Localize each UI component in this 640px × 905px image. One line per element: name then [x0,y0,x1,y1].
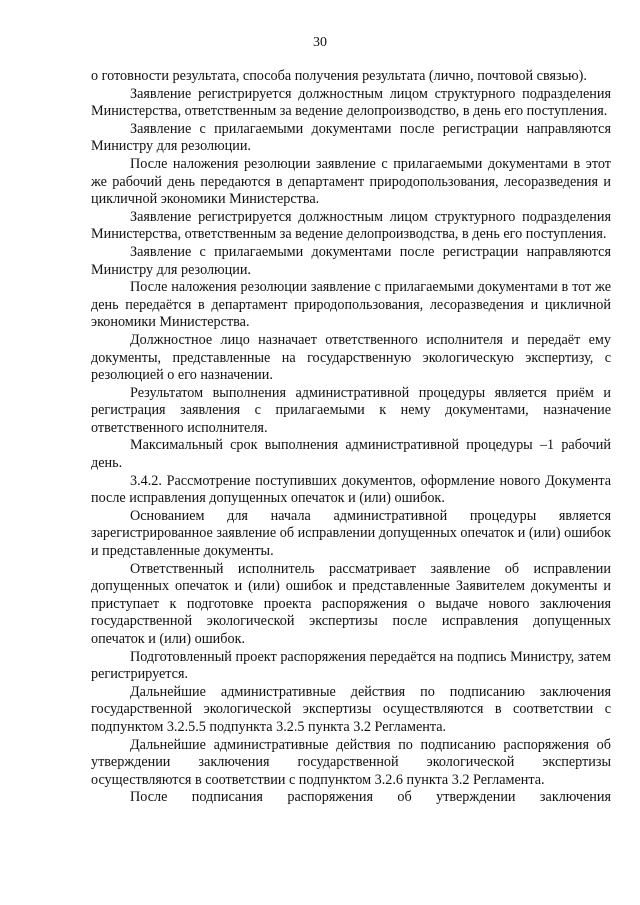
paragraph-5: Заявление регистрируется должностным лицом структурного подразделения Министерства, ответственным за ведение делопроизводства, в день его поступления. [91,208,611,243]
paragraph-7: После наложения резолюции заявление с прилагаемыми документами в тот же день передаётся в департамент природопользования, лесоразведения и цикличной экономики Министерства. [91,279,611,331]
paragraph-10: Максимальный срок выполнения административной процедуры –1 рабочий день. [91,437,611,472]
paragraph-17: После подписания распоряжения об утверждении заключения [130,789,611,806]
paragraph-1: о готовности результата, способа получения результата (лично, почтовой связью). [91,68,587,84]
paragraph-2: Заявление регистрируется должностным лицом структурного подразделения Министерства, ответственным за ведение делопроизводство, в день его поступления. [91,85,611,120]
paragraph-3: Заявление с прилагаемыми документами после регистрации направляются Министру для резолюции. [91,120,611,155]
paragraph-8: Должностное лицо назначает ответственного исполнителя и передаёт ему документы, представленные на государственную экологическую экспертизу, с резолюцией о его назначении. [91,331,611,384]
paragraph-14: Подготовленный проект распоряжения передаётся на подпись Министру, затем регистрируется. [91,648,611,683]
paragraph-9: Результатом выполнения административной процедуры является приём и регистрация заявления с прилагаемыми к нему документами, назначение ответственного исполнителя. [91,384,611,436]
paragraph-15: Дальнейшие административные действия по подписанию заключения государственной экологической экспертизы осуществляются в соответствии с подпунктом 3.2.5.5 подпункта 3.2.5 пункта 3.2 Регламента. [91,683,611,735]
paragraph-16: Дальнейшие административные действия по подписанию распоряжения об утверждении заключения государственной экологической экспертизы осуществляются в соответствии с подпунктом 3.2.6 пункта 3.2 Регламента. [91,736,611,788]
paragraph-13: Ответственный исполнитель рассматривает заявление об исправлении допущенных опечаток и (или) ошибок и представленные Заявителем документы и приступает к подготовке проекта распоряжения о выдаче нового заключения государственной экологической экспертизы после исправления допущенных опечаток и (или) ошибок. [91,560,611,647]
page-number: 30 [313,35,327,50]
paragraph-11: 3.4.2. Рассмотрение поступивших документов, оформление нового Документа после исправления допущенных опечаток и (или) ошибок. [91,472,611,507]
paragraph-12: Основанием для начала административной процедуры является зарегистрированное заявление об исправлении допущенных опечаток и (или) ошибок и представленные документы. [91,507,611,560]
paragraph-4: После наложения резолюции заявление с прилагаемыми документами в этот же рабочий день передаются в департамент природопользования, лесоразведения и цикличной экономики Министерства. [91,155,611,208]
document-body [91,68,611,807]
paragraph-6: Заявление с прилагаемыми документами после регистрации направляются Министру для резолюции. [91,243,611,278]
